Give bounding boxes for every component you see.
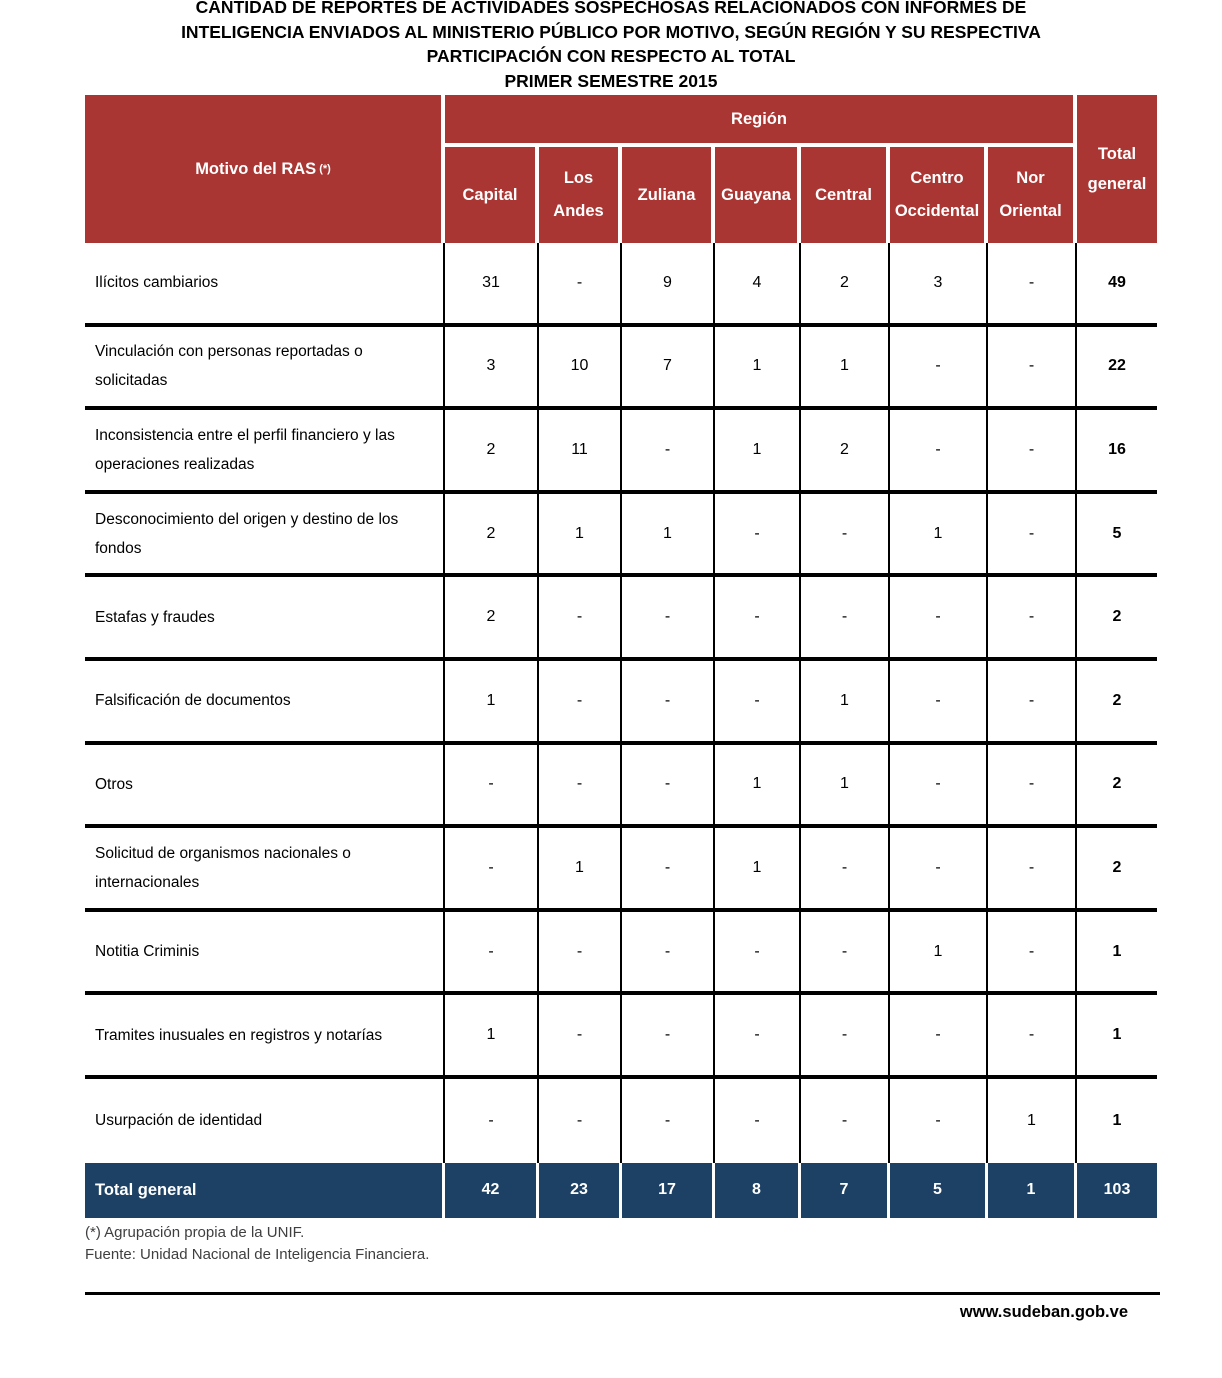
total-row-cell: 7: [801, 1163, 890, 1218]
table-cell: 1: [622, 494, 715, 578]
table-cell: -: [715, 995, 801, 1079]
footer-divider-line: [85, 1292, 1160, 1295]
table-cell: 1: [715, 745, 801, 829]
table-row-total: 49: [1077, 243, 1157, 327]
table-row-label: Otros: [85, 745, 445, 829]
table-cell: 1: [801, 327, 890, 411]
table-row-label: Ilícitos cambiarios: [85, 243, 445, 327]
table-row-total: 1: [1077, 912, 1157, 996]
table-cell: 2: [801, 410, 890, 494]
title-line-3: PARTICIPACIÓN CON RESPECTO AL TOTAL: [426, 46, 796, 66]
table-cell: -: [715, 912, 801, 996]
table-cell: 31: [445, 243, 539, 327]
header-total-general: Total general: [1077, 95, 1157, 243]
table-cell: 1: [539, 828, 622, 912]
footnote-source: Fuente: Unidad Nacional de Inteligencia Financiera.: [85, 1246, 430, 1263]
table-cell: 9: [622, 243, 715, 327]
footnote-asterisk: (*) Agrupación propia de la UNIF.: [85, 1224, 305, 1241]
table-cell: -: [801, 912, 890, 996]
table-row-total: 22: [1077, 327, 1157, 411]
table-cell: -: [622, 577, 715, 661]
header-region-capital: Capital: [445, 147, 539, 243]
table-cell: 2: [445, 577, 539, 661]
table-cell: 1: [890, 494, 988, 578]
table-cell: 10: [539, 327, 622, 411]
table-row-label: Solicitud de organismos nacionales o internacionales: [85, 828, 445, 912]
table-cell: -: [445, 912, 539, 996]
header-motivo-footnote-mark: (*): [319, 162, 331, 175]
table-cell: 2: [445, 494, 539, 578]
table-cell: -: [988, 243, 1077, 327]
table-row-total: 16: [1077, 410, 1157, 494]
table-row-label: Inconsistencia entre el perfil financiero y las operaciones realizadas: [85, 410, 445, 494]
table-cell: -: [801, 995, 890, 1079]
table-cell: -: [988, 494, 1077, 578]
table-cell: -: [801, 1079, 890, 1163]
table-cell: 4: [715, 243, 801, 327]
header-region-nor-oriental: Nor Oriental: [988, 147, 1077, 243]
total-row-grand-total: 103: [1077, 1163, 1157, 1218]
footnotes: [85, 1222, 429, 1266]
table-cell: -: [622, 745, 715, 829]
header-region-centro-occidental: Centro Occidental: [890, 147, 988, 243]
table-cell: 1: [539, 494, 622, 578]
table-cell: -: [445, 1079, 539, 1163]
table-cell: -: [890, 745, 988, 829]
header-region-central: Central: [801, 147, 890, 243]
table-cell: 3: [445, 327, 539, 411]
table-row-label: Usurpación de identidad: [85, 1079, 445, 1163]
table-row-total: 1: [1112, 1111, 1122, 1129]
total-row-label: Total general: [85, 1163, 445, 1218]
table-cell: 11: [539, 410, 622, 494]
table-row-label: Tramites inusuales en registros y notarías: [85, 995, 445, 1079]
header-motivo-del-ras: [85, 95, 445, 243]
table-cell: -: [988, 995, 1077, 1079]
table-cell: -: [988, 745, 1077, 829]
table-cell: -: [715, 577, 801, 661]
table-cell: 2: [445, 410, 539, 494]
table-row-label: Notitia Criminis: [85, 912, 445, 996]
table-row-label: Estafas y fraudes: [85, 577, 445, 661]
table-cell: -: [890, 1079, 988, 1163]
table-cell: 1: [715, 410, 801, 494]
header-region-guayana: Guayana: [715, 147, 801, 243]
total-row-cell: 17: [622, 1163, 715, 1218]
total-row-cell: 5: [890, 1163, 988, 1218]
table-cell: -: [539, 995, 622, 1079]
total-row-cell: 1: [988, 1163, 1077, 1218]
table-row-total: 2: [1077, 577, 1157, 661]
table-cell: -: [539, 912, 622, 996]
table-cell: -: [539, 577, 622, 661]
table-cell: -: [988, 327, 1077, 411]
header-region-zuliana: Zuliana: [622, 147, 715, 243]
table-row-total: 2: [1077, 745, 1157, 829]
table-cell: 1: [445, 995, 539, 1079]
website-url: www.sudeban.gob.ve: [959, 1303, 1128, 1321]
title-line-1: CANTIDAD DE REPORTES DE ACTIVIDADES SOSPECHOSAS RELACIONADOS CON INFORMES DE: [195, 0, 1027, 17]
table-cell: -: [890, 410, 988, 494]
table-cell: -: [801, 828, 890, 912]
table-cell: -: [988, 828, 1077, 912]
table-cell: -: [622, 828, 715, 912]
table-cell: -: [715, 661, 801, 745]
table-cell: -: [622, 912, 715, 996]
table-cell: -: [622, 410, 715, 494]
table-row-label: Desconocimiento del origen y destino de los fondos: [85, 494, 445, 578]
table-row-label: Falsificación de documentos: [85, 661, 445, 745]
table-cell: -: [988, 661, 1077, 745]
table-cell: -: [622, 995, 715, 1079]
table-cell: 3: [890, 243, 988, 327]
table-cell: -: [801, 577, 890, 661]
table-row-total: 5: [1077, 494, 1157, 578]
table-cell: 2: [801, 243, 890, 327]
table-cell: -: [445, 745, 539, 829]
table-row-label: Vinculación con personas reportadas o solicitadas: [85, 327, 445, 411]
report-table: [85, 95, 1157, 1218]
table-cell: -: [890, 995, 988, 1079]
table-cell: 1: [801, 745, 890, 829]
table-cell: -: [890, 828, 988, 912]
header-motivo-label: Motivo del RAS: [195, 159, 317, 178]
table-cell: -: [988, 577, 1077, 661]
table-cell: -: [539, 661, 622, 745]
table-cell: 1: [445, 661, 539, 745]
table-cell: 7: [622, 327, 715, 411]
table-cell: -: [622, 1079, 715, 1163]
table-row-total: 1: [1077, 995, 1157, 1079]
table-cell: 1: [988, 1079, 1077, 1163]
table-row-total: 2: [1077, 661, 1157, 745]
table-cell: -: [715, 1079, 801, 1163]
table-cell: -: [622, 661, 715, 745]
table-cell: 1: [715, 828, 801, 912]
table-cell: -: [890, 577, 988, 661]
header-region-los-andes: Los Andes: [539, 147, 622, 243]
table-cell: -: [988, 410, 1077, 494]
table-cell: -: [801, 494, 890, 578]
title-line-4: PRIMER SEMESTRE 2015: [504, 70, 718, 91]
total-row-cell: 8: [715, 1163, 801, 1218]
table-cell: 1: [715, 327, 801, 411]
table-cell: -: [539, 243, 622, 327]
table-cell: -: [890, 661, 988, 745]
total-row-cell: 23: [539, 1163, 622, 1218]
table-cell: 1: [801, 661, 890, 745]
table-cell: -: [715, 494, 801, 578]
report-title: [0, 0, 1222, 93]
table-cell: -: [890, 327, 988, 411]
table-cell: -: [539, 1079, 622, 1163]
table-cell: 1: [890, 912, 988, 996]
table-cell: -: [539, 745, 622, 829]
table-cell: -: [445, 828, 539, 912]
table-row-total: 2: [1077, 828, 1157, 912]
header-region-group: Región: [445, 95, 1077, 147]
title-line-2: INTELIGENCIA ENVIADOS AL MINISTERIO PÚBLICO POR MOTIVO, SEGÚN REGIÓN Y SU RESPECTIVA: [181, 21, 1041, 42]
table-cell: -: [988, 912, 1077, 996]
total-row-cell: 42: [445, 1163, 539, 1218]
